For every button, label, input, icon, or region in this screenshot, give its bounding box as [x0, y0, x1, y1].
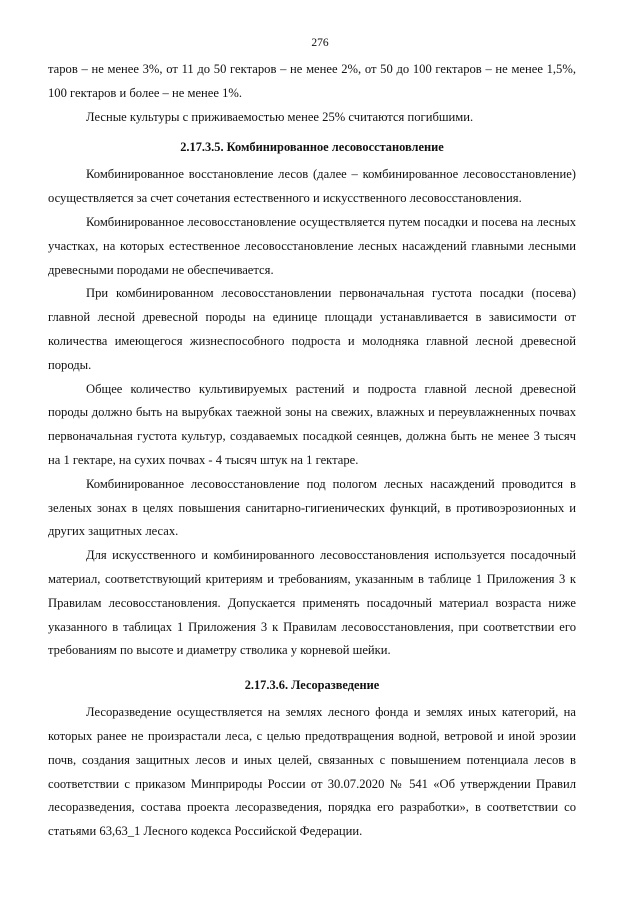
paragraph: Лесные культуры с приживаемостью менее 25% считаются погибшими. — [86, 109, 474, 124]
paragraph: Комбинированное лесовосстановление осуществляется путем посадки и посева на лесных участках, на которых естественное лесовосстановление лесных насаждений главными лесными древесными породами не обеспечивается. — [48, 214, 576, 277]
paragraph: Для искусственного и комбинированного лесовосстановления используется посадочный материал, соответствующий критериям и требованиям, указанным в таблице 1 Приложения 3 к Правилам лесовосстановления. Допускается применять посадочный материал возраста ниже указанного в таблицах 1 Приложения 3 к Правилам лесовосстановления, при соответствии его требованиям по высоте и диаметру стволика у корневой шейки. — [48, 548, 576, 658]
paragraph: Комбинированное восстановление лесов (далее – комбинированное лесовосстановление) осуществляется за счет сочетания естественного и искусственного лесовосстановления. — [48, 167, 576, 206]
paragraph: Общее количество культивируемых растений и подроста главной лесной древесной породы должно быть на вырубках таежной зоны на свежих, влажных и переувлажненных почвах первоначальная густота культур, создаваемых посадкой сеянцев, должна быть не менее 3 тысяч на 1 гектаре, на сухих почвах - 4 тысяч штук на 1 гектаре. — [48, 381, 576, 467]
paragraph: Лесоразведение осуществляется на землях лесного фонда и землях иных категорий, на которых ранее не произрастали леса, с целью предотвращения водной, ветровой и иной эрозии почв, создания защитных лесов и иных целей, связанных с повышением потенциала лесов в соответствии с приказом Минприроды России от 30.07.2020 № 541 «Об утверждении Правил лесоразведения, состава проекта лесоразведения, порядка его разработки», в соответствии со статьями 63,63_1 Лесного кодекса Российской Федерации. — [48, 705, 576, 839]
paragraph-continued: таров – не менее 3%, от 11 до 50 гектаров – не менее 2%, от 50 до 100 гектаров – не менее 1,5%, 100 гектаров и более – не менее 1%. — [48, 62, 576, 100]
paragraph: Комбинированное лесовосстановление под пологом лесных насаждений проводится в зеленых зонах в целях повышения санитарно-гигиенических функций, в противоэрозионных и других защитных лесах. — [48, 476, 576, 539]
page-content — [48, 58, 576, 844]
page-number: 276 — [311, 37, 329, 49]
section-heading: 2.17.3.6. Лесоразведение — [244, 678, 380, 693]
section-heading: 2.17.3.5. Комбинированное лесовосстановление — [180, 140, 444, 155]
paragraph: При комбинированном лесовосстановлении первоначальная густота посадки (посева) главной лесной древесной породы на единице площади устанавливается в зависимости от количества имеющегося жизнеспособного подроста и молодняка главной лесной древесной породы. — [48, 286, 576, 372]
